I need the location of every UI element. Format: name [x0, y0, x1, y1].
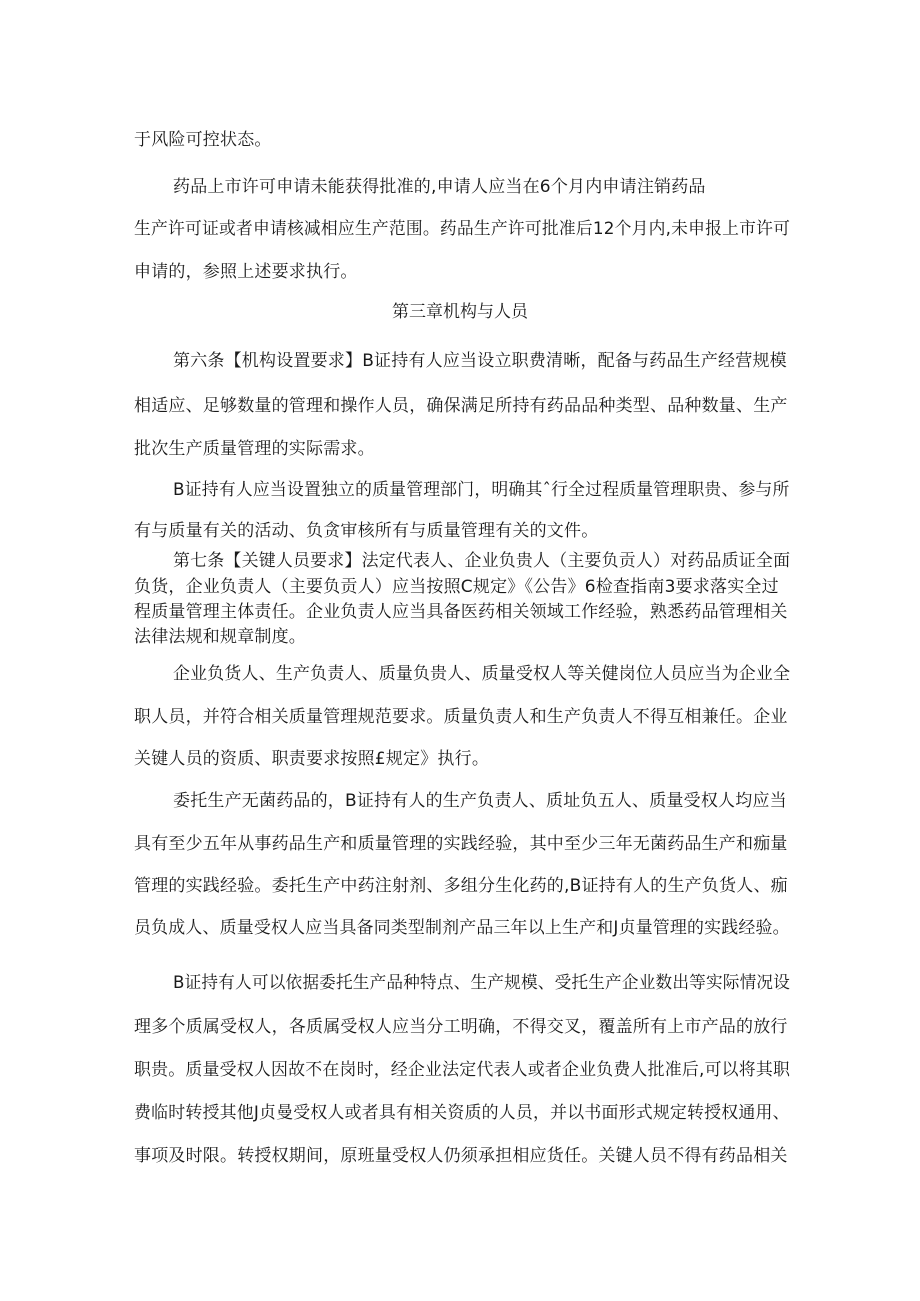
- body-line: 企业负货人、生产负责人、质量负贵人、质量受权人等关健岗位人员应当为企业全: [173, 664, 791, 684]
- body-line: 职贵。质量受权人因故不在岗时，经企业法定代表人或者企业负费人批准后,可以将其职: [134, 1060, 791, 1080]
- body-line: 委托生产无菌药品的，B证持有人的生产负责人、质址负五人、质量受权人均应当: [173, 791, 787, 811]
- body-line: B证持有人应当设置独立的质量管理部门，明确其ˆ行全过程质量管理职贵、参与所: [173, 480, 790, 500]
- chapter-heading: 第三章机构与人员: [392, 302, 528, 322]
- body-line: 相适应、足够数量的管理和操作人员，确保满足所持有药品品种类型、品种数量、生产: [134, 396, 788, 416]
- body-line: 程质量管理主体责任。企业负责人应当具备医药相关领域工作经验，熟悉药品管理相关: [134, 602, 788, 622]
- body-line: 理多个质属受权人，各质属受权人应当分工明确，不得交叉，覆盖所有上市产品的放行: [134, 1017, 788, 1037]
- body-line: 关键人员的资质、职责要求按照£规定》执行。: [134, 749, 490, 769]
- body-line: 第六条【机构设置要求】B证持有人应当设立职费清晰，配备与药品生产经营规模: [173, 351, 787, 371]
- body-line: 具有至少五年从事药品生产和质量管理的实践经验，其中至少三年无菌药品生产和痂量: [134, 834, 788, 854]
- body-line: B证持有人可以依据委托生产品种特点、生产规模、受托生产企业数出等实际情况设: [173, 973, 791, 993]
- body-line: 费临时转授其他J贞曼受权人或者具有相关资质的人员，并以书面形式规定转授权通用、: [134, 1103, 790, 1123]
- body-line: 于风险可控状态。: [134, 130, 272, 150]
- body-line: 药品上市许可申请未能获得批准的,申请人应当在6个月内申请注销药品: [173, 177, 706, 197]
- body-line: 批次生产质量管理的实际需求。: [134, 439, 375, 459]
- body-line: 职人员，并符合相关质量管理规范要求。质量负责人和生产负责人不得互相兼任。企业: [134, 707, 788, 727]
- body-line: 生产许可证或者申请核减相应生产范围。药品生产许可批准后12个月内,未申报上市许可: [134, 219, 791, 239]
- body-line: 负货，企业负责人（主要负贡人）应当按照C规定》《公告》6检查指南3要求落实全过: [134, 577, 779, 597]
- body-line: 申请的，参照上述要求执行。: [134, 262, 358, 282]
- body-line: 法律法规和规章制度。: [134, 627, 306, 647]
- body-line: 第七条【关键人员要求】法定代表人、企业负贵人（主要负贡人）对药品质证全面: [173, 551, 791, 571]
- body-line: 有与质量有关的活动、负贪审核所有与质量管理有关的文件。: [134, 521, 599, 541]
- body-line: 员负成人、质量受权人应当具备同类型制剂产品三年以上生产和J贞量管理的实践经验。: [134, 918, 790, 938]
- body-line: 管理的实践经验。委托生产中药注射剂、多组分生化药的,B证持有人的生产负货人、痂: [134, 876, 788, 896]
- body-line: 事项及时限。转授权期间，原班量受权人仍须承担相应货任。关键人员不得有药品相关: [134, 1146, 788, 1166]
